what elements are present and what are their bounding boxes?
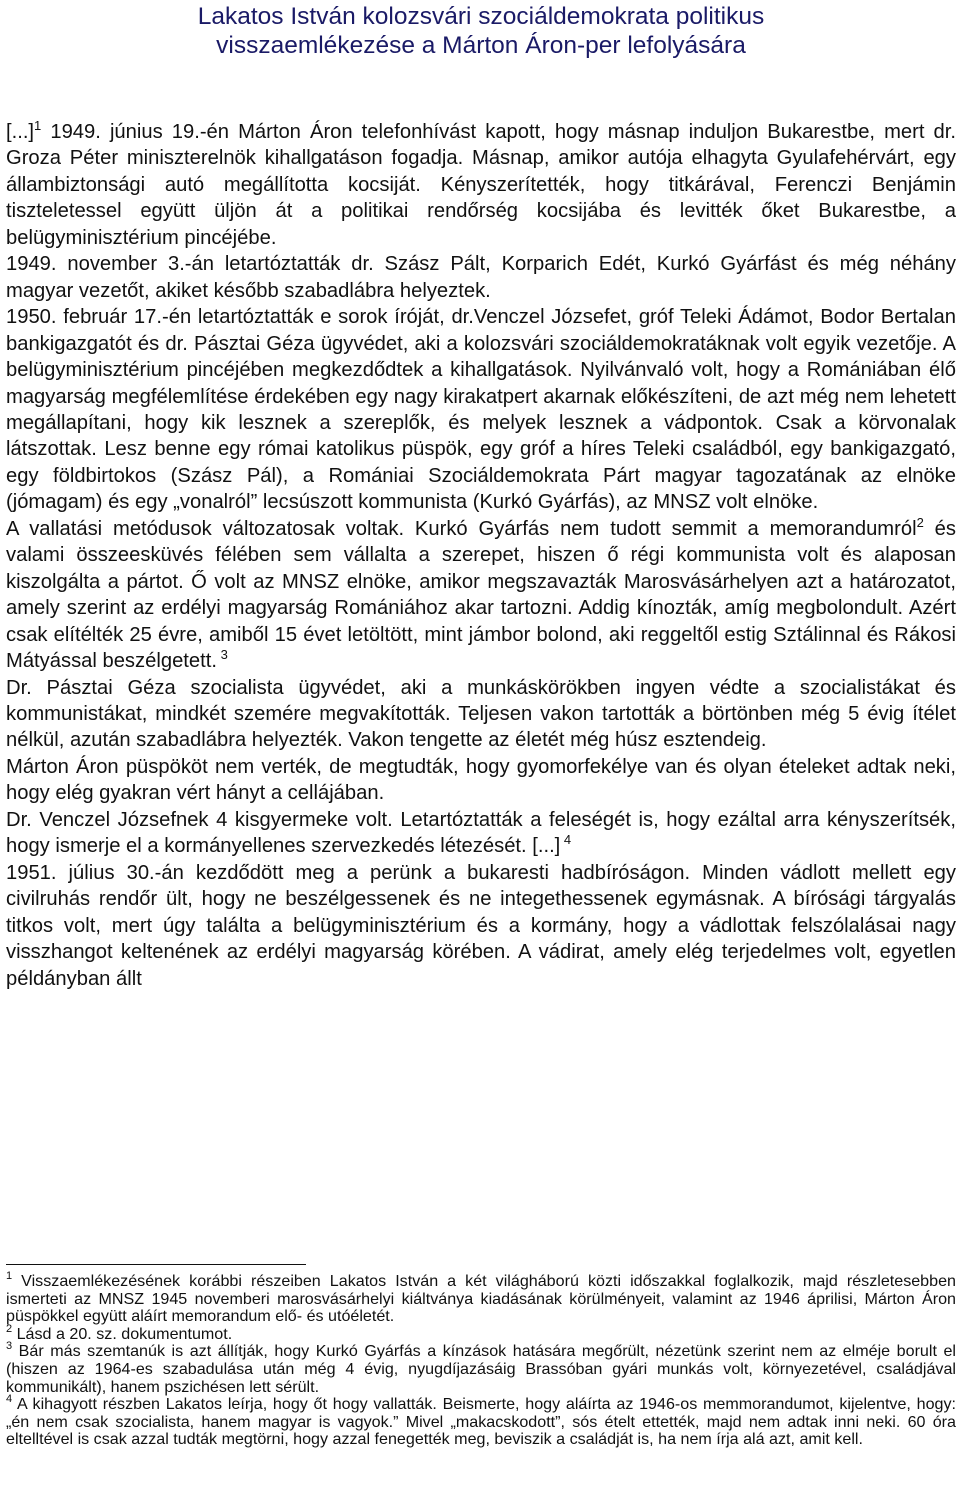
- footnote-ref-3: 3: [216, 647, 228, 663]
- paragraph-text: A vallatási metódusok változatosak voltak. Kurkó Gyárfás nem tudott semmit a memorandumról: [6, 517, 917, 540]
- footnote-divider: [6, 1264, 306, 1265]
- document-page: [6, 0, 956, 1449]
- title-line-2: visszaemlékezése a Márton Áron-per lefolyására: [216, 32, 746, 59]
- footnote-number: 3: [6, 1340, 13, 1353]
- footnotes-section: [6, 1264, 956, 1449]
- paragraph-text: [...]: [6, 121, 35, 143]
- footnote: [6, 1322, 956, 1344]
- footnote-number: 1: [6, 1270, 13, 1282]
- footnote-text: Visszaemlékezésének korábbi részeiben Lakatos István a két világháború közti időszakkal foglalkozik, majd részletesebben ismerteti az MNSZ 1945 novemberi marosvásárhelyi kiáltványa kiadásának körülményeit, valamint az 1946 áprilisi, Márton Áron püspökkel együtt aláírt memorandum elő- és utóéletét.: [6, 1272, 956, 1326]
- document-title: [6, 0, 956, 60]
- paragraph: Márton Áron püspököt nem verték, de megtudták, hogy gyomorfekélye van és olyan ételeket adtak neki, hogy elég gyakran vért hányt a cellájában.: [6, 755, 956, 805]
- footnote-text: A kihagyott részben Lakatos leírja, hogy őt hogy vallatták. Beismerte, hogy aláírta az 1946-os memmorandumot, kijelentve, hogy: „én nem csak szocialista, hanem magyar is vagyok.” Mivel „makacskodott”, sós ételt ettették, majd nem adtak inni neki. 60 óra eltelltével is csak azzal tudták megtörni, hogy azzal fenegették meg, beviszik a családját is, ha nem írja alá azt, amit kell.: [6, 1395, 956, 1449]
- footnote-text: Lásd a 20. sz. dokumentumot.: [12, 1324, 233, 1343]
- footnote-text: Bár más szemtanúk is azt állítják, hogy Kurkó Gyárfás a kínzások hatására megőrült, nézetünk szerint nem az elméje borult el (hiszen az 1964-es szabadulása után még 4 évig, nyugdíjazásáig Brassóban gyári munkás volt, környezetével, családjával kommunikált), hanem pszichésen lett sérült.: [6, 1342, 956, 1396]
- footnote-ref-1: 1: [34, 118, 42, 133]
- paragraph: [6, 516, 956, 675]
- footnote-ref-4: 4: [560, 832, 572, 848]
- footnote: [6, 1393, 956, 1449]
- title-line-1: Lakatos István kolozsvári szociáldemokrata politikus: [197, 3, 765, 30]
- paragraph-text: Dr. Venczel Józsefnek 4 kisgyermeke volt. Letartóztatták a feleségét is, hogy ezáltal arra kényszerítsék, hogy ismerje el a kormányellenes szervezkedés létezését. [...]: [6, 808, 956, 858]
- paragraph: [6, 119, 956, 251]
- paragraph: 1951. július 30.-án kezdődött meg a perünk a bukaresti hadbíróságon. Minden vádlott mellett egy civilruhás rendőr ült, hogy ne beszélgessenek és ne integethessenek egymásnak. A bírósági tárgyalás titkos volt, mert úgy találta a belügyminisztérium és a kormány, hogy a vádlottak felszólalásai nagy visszhangot keltenének az erdélyi magyarság körében. A vádirat, amely elég terjedelmes volt, egyetlen példányban állt: [6, 861, 956, 990]
- paragraph: Dr. Pásztai Géza szocialista ügyvédet, aki a munkáskörökben ingyen védte a szocialistákat és kommunistákat, mindkét szemére megvakították. Teljesen vakon tartották a börtönben még 5 évig ítélet nélkül, azután szabadlábra helyezték. Vakon tengette az életét még húsz esztendeig.: [6, 676, 956, 752]
- body-text: [6, 119, 956, 992]
- paragraph: 1950. február 17.-én letartóztatták e sorok íróját, dr.Venczel Józsefet, gróf Teleki Ádámot, Bodor Bertalan bankigazgatót és dr. Pásztai Géza ügyvédet, aki a kolozsvári szociáldemokratáknak volt egyik vezetője. A belügyminisztérium pincéjében megkezdődtek a kihallgatások. Nyilvánvaló volt, hogy a Romániában élő magyarság megfélemlítése érdekében egy nagy kirakatpert akarnak előkészíteni, de azt még nem lehetett megállapítani, hogy kik lesznek a szereplők, és melyek lesznek a vádpontok. Csak a körvonalak látszottak. Lesz benne egy római katolikus püspök, egy gróf a híres Teleki családból, egy bankigazgató, egy földbirtokos (Szász Pál), a Romániai Szociáldemokrata Párt magyar tagozatának az elnöke (jómagam) és egy „vonalról” lecsúszott kommunista (Kurkó Gyárfás), az MNSZ volt elnöke.: [6, 306, 956, 514]
- footnote: [6, 1270, 956, 1326]
- footnote-number: 4: [6, 1393, 13, 1406]
- paragraph-text: 1949. június 19.-én Márton Áron telefonhívást kapott, hogy másnap induljon Bukarestbe, mert dr. Groza Péter miniszterelnök kihallgatáson fogadja. Másnap, amikor autója elhagyta Gyulafehérvárt, egy állambiztonsági autó megállította kocsiját. Kényszerítették, hogy titkárával, Ferenczi Benjámin tiszteletessel együtt üljön át a politikai rendőrség kocsijába és levitték őket Bukarestbe, a belügyminisztérium pincéjébe.: [6, 121, 956, 249]
- footnote-number: 2: [6, 1322, 13, 1335]
- footnote-ref-2: 2: [916, 514, 924, 530]
- paragraph-text: és valami összeesküvés félében sem vállalta a szerepet, hiszen ő régi kommunista volt és alaposan kiszolgálta a pártot. Ő volt az MNSZ elnöke, amikor megszavazták Marosvásárhelyen azt a határozatot, amely szerint az erdélyi magyarság Romániához akar tartozni. Addig kínozták, amíg megbolondult. Azért csak elítélték 25 évre, amiből 15 évet letöltött, mint jámbor bolond, aki reggeltől estig Sztálinnal és Rákosi Mátyással beszélgetett.: [6, 517, 956, 673]
- paragraph: [6, 807, 956, 860]
- footnote: [6, 1340, 956, 1396]
- paragraph: 1949. november 3.-án letartóztatták dr. Szász Pált, Korparich Edét, Kurkó Gyárfást és még néhány magyar vezetőt, akiket később szabadlábra helyeztek.: [6, 253, 956, 302]
